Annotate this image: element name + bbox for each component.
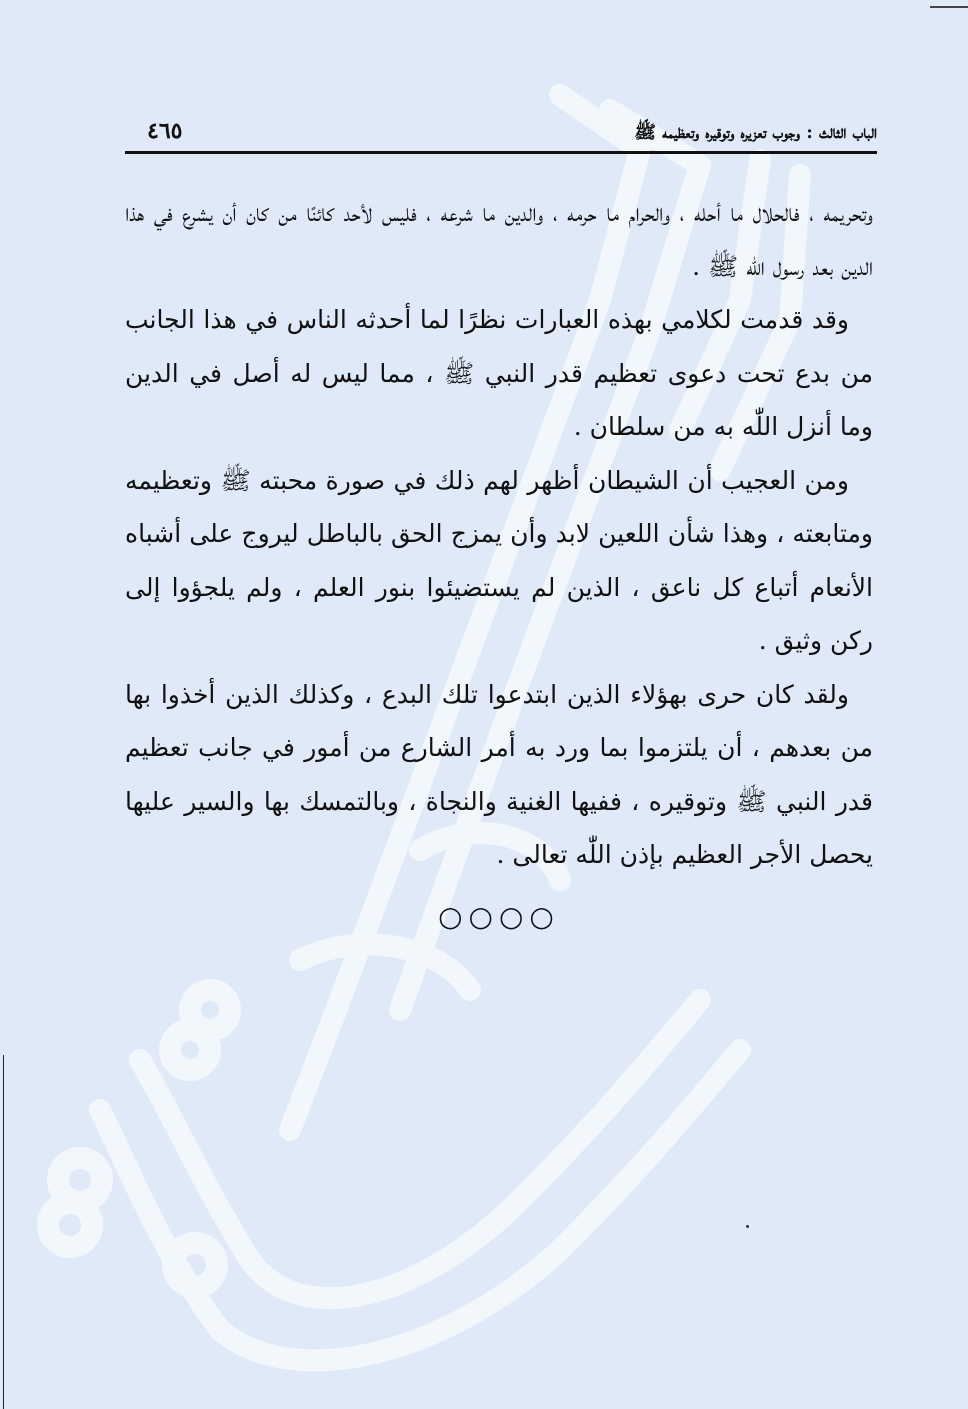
- paragraph-1: وتحريمه ، فالحلال ما أحله ، والحرام ما حرمه ، والدين ما شرعه ، فليس لأحد كائنًا من كان أن يشرع في هذا الدين بعد رسول اللّٰه ﷺ .: [125, 198, 873, 281]
- corner-mark: [930, 6, 968, 8]
- header-rule: [125, 151, 877, 154]
- body-text: [125, 186, 873, 882]
- header-title: الباب الثالث : وجوب تعزيره وتوقيره وتعظيمه ﷺ: [634, 122, 877, 143]
- paragraph-3: ومن العجيب أن الشيطان أظهر لهم ذلك في صورة محبته ﷺ وتعظيمه ومتابعته ، وهذا شأن اللعين لابد وأن يمزج الحق بالباطل ليروج على أشباه الأنعام أتباع كل ناعق ، الذين لم يستضيئوا بنور العلم ، ولم يلجؤوا إلى ركن وثيق .: [125, 465, 873, 655]
- running-header: [125, 118, 877, 152]
- section-end-ornament: ○○○○: [438, 900, 560, 933]
- page-number: ٤٦٥: [147, 118, 183, 144]
- paragraph-4: ولقد كان حرى بهؤلاء الذين ابتدعوا تلك البدع ، وكذلك الذين أخذوا بها من بعدهم ، أن يلتزموا بما ورد به أمر الشارع من أمور في جانب تعظيم قدر النبي ﷺ وتوقيره ، ففيها الغنية والنجاة ، وبالتمسك بها والسير عليها يحصل الأجر العظيم بإذن اللّٰه تعالى .: [125, 679, 873, 869]
- left-edge-line: [3, 1055, 4, 1409]
- speck-mark: [746, 1225, 749, 1228]
- paragraph-2: وقد قدمت لكلامي بهذه العبارات نظرًا لما أحدثه الناس في هذا الجانب من بدع تحت دعوى تعظيم قدر النبي ﷺ ، مما ليس له أصل في الدين وما أنزل اللّٰه به من سلطان .: [125, 305, 873, 441]
